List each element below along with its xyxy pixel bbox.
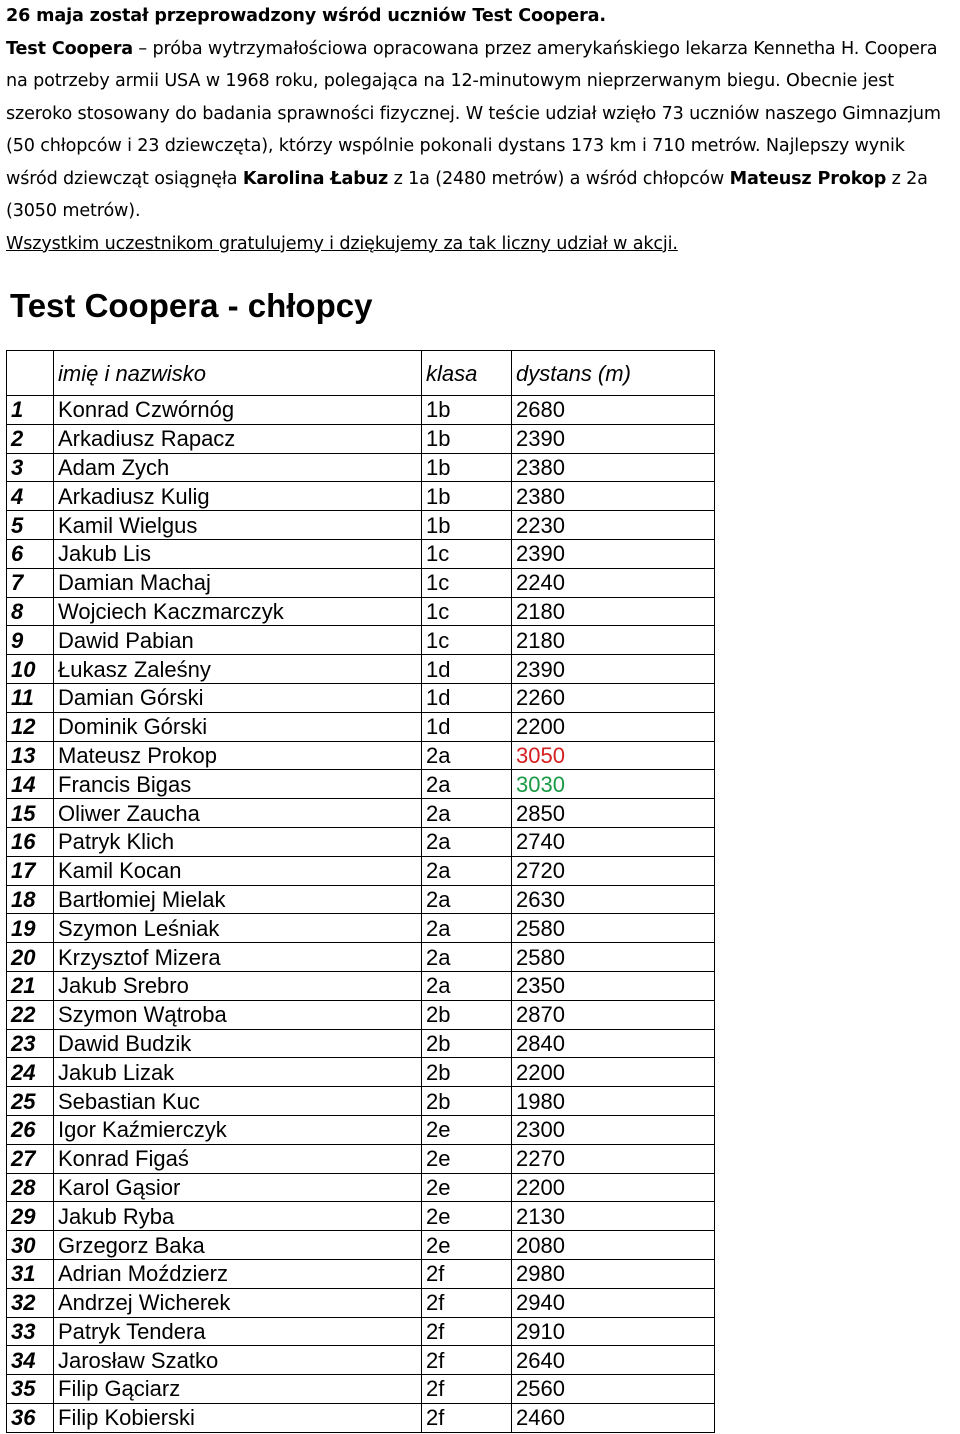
row-number: 12: [7, 712, 54, 741]
row-class: 2b: [422, 1029, 512, 1058]
table-row: [7, 827, 715, 856]
table-row: [7, 1375, 715, 1404]
row-class: 1d: [422, 655, 512, 684]
table-row: [7, 626, 715, 655]
row-class: 2b: [422, 1058, 512, 1087]
row-distance: 2200: [512, 1173, 715, 1202]
row-class: 1b: [422, 396, 512, 425]
row-distance: 2640: [512, 1346, 715, 1375]
row-name: Jakub Lis: [54, 539, 422, 568]
row-number: 11: [7, 683, 54, 712]
row-number: 19: [7, 914, 54, 943]
best-girl-name: Karolina Łabuz: [242, 168, 389, 189]
row-name: Jakub Ryba: [54, 1202, 422, 1231]
row-number: 27: [7, 1144, 54, 1173]
table-row: [7, 1317, 715, 1346]
row-number: 3: [7, 453, 54, 482]
table-row: [7, 799, 715, 828]
table-header-row: [7, 351, 715, 396]
table-row: [7, 1173, 715, 1202]
row-number: 31: [7, 1259, 54, 1288]
row-number: 21: [7, 971, 54, 1000]
table-row: [7, 482, 715, 511]
table-row: [7, 683, 715, 712]
row-class: 1c: [422, 626, 512, 655]
best-boy-name: Mateusz Prokop: [729, 168, 887, 189]
row-class: 2b: [422, 1087, 512, 1116]
table-row: [7, 1115, 715, 1144]
row-number: 14: [7, 770, 54, 799]
row-distance: 2390: [512, 539, 715, 568]
table-row: [7, 741, 715, 770]
row-distance: 2560: [512, 1375, 715, 1404]
table-row: [7, 1202, 715, 1231]
row-class: 1c: [422, 568, 512, 597]
table-row: [7, 1231, 715, 1260]
table-row: [7, 712, 715, 741]
row-number: 23: [7, 1029, 54, 1058]
row-number: 32: [7, 1288, 54, 1317]
row-name: Krzysztof Mizera: [54, 943, 422, 972]
row-distance: 2850: [512, 799, 715, 828]
row-name: Filip Gąciarz: [54, 1375, 422, 1404]
table-row: [7, 885, 715, 914]
table-row: [7, 1288, 715, 1317]
row-number: 18: [7, 885, 54, 914]
row-number: 33: [7, 1317, 54, 1346]
row-name: Oliwer Zaucha: [54, 799, 422, 828]
row-number: 8: [7, 597, 54, 626]
row-name: Adrian Moździerz: [54, 1259, 422, 1288]
intro-lead-bold: Test Coopera: [6, 38, 133, 59]
row-distance: 2580: [512, 943, 715, 972]
row-class: 1b: [422, 482, 512, 511]
results-body: [7, 396, 715, 1433]
row-number: 17: [7, 856, 54, 885]
row-distance: 2870: [512, 1000, 715, 1029]
row-class: 2a: [422, 943, 512, 972]
row-number: 28: [7, 1173, 54, 1202]
row-distance: 2180: [512, 626, 715, 655]
row-name: Bartłomiej Mielak: [54, 885, 422, 914]
row-class: 2f: [422, 1375, 512, 1404]
table-row: [7, 914, 715, 943]
row-name: Igor Kaźmierczyk: [54, 1115, 422, 1144]
row-distance: 2720: [512, 856, 715, 885]
row-distance: 2380: [512, 482, 715, 511]
row-name: Patryk Tendera: [54, 1317, 422, 1346]
row-distance: 2300: [512, 1115, 715, 1144]
table-row: [7, 1029, 715, 1058]
header-dystans: dystans (m): [512, 351, 715, 396]
row-class: 2f: [422, 1317, 512, 1346]
row-class: 2a: [422, 914, 512, 943]
row-class: 2f: [422, 1288, 512, 1317]
row-class: 2a: [422, 770, 512, 799]
row-number: 26: [7, 1115, 54, 1144]
results-table: [6, 350, 715, 1433]
best-girl-detail: z 1a (2480 metrów) a wśród chłopców: [388, 168, 730, 189]
row-distance: 2460: [512, 1403, 715, 1432]
row-distance: 3050: [512, 741, 715, 770]
table-row: [7, 1403, 715, 1432]
intro-stats: W teście udział wzięło 73 uczniów naszego Gimnazjum (50 chłopców i 23 dziewczęta), którzy wspólnie pokonali dystans 173 km i 710 metrów. Najlepszy wynik wśród dziewcząt osiągnęła: [6, 103, 941, 189]
table-row: [7, 971, 715, 1000]
row-name: Karol Gąsior: [54, 1173, 422, 1202]
table-row: [7, 1144, 715, 1173]
header-name: imię i nazwisko: [54, 351, 422, 396]
table-row: [7, 511, 715, 540]
table-row: [7, 1000, 715, 1029]
row-distance: 2580: [512, 914, 715, 943]
row-name: Damian Górski: [54, 683, 422, 712]
row-distance: 1980: [512, 1087, 715, 1116]
row-number: 36: [7, 1403, 54, 1432]
row-distance: 2200: [512, 712, 715, 741]
row-number: 2: [7, 424, 54, 453]
header-nr: [7, 351, 54, 396]
table-row: [7, 943, 715, 972]
table-row: [7, 1087, 715, 1116]
row-class: 1c: [422, 597, 512, 626]
table-row: [7, 597, 715, 626]
row-name: Konrad Czwórnóg: [54, 396, 422, 425]
row-number: 7: [7, 568, 54, 597]
row-name: Jarosław Szatko: [54, 1346, 422, 1375]
best-boy-detail: z 2a (3050 metrów).: [6, 168, 928, 221]
row-name: Mateusz Prokop: [54, 741, 422, 770]
table-row: [7, 856, 715, 885]
row-class: 2a: [422, 885, 512, 914]
intro-title: 26 maja został przeprowadzony wśród uczniów Test Coopera.: [6, 6, 606, 26]
table-row: [7, 1346, 715, 1375]
table-row: [7, 1259, 715, 1288]
row-class: 2e: [422, 1202, 512, 1231]
row-distance: 2130: [512, 1202, 715, 1231]
row-name: Patryk Klich: [54, 827, 422, 856]
row-class: 2e: [422, 1115, 512, 1144]
row-distance: 2980: [512, 1259, 715, 1288]
row-distance: 2180: [512, 597, 715, 626]
results-heading: Test Coopera - chłopcy: [10, 287, 373, 324]
row-name: Wojciech Kaczmarczyk: [54, 597, 422, 626]
row-class: 2f: [422, 1346, 512, 1375]
table-row: [7, 770, 715, 799]
intro-section: [6, 0, 956, 260]
table-row: [7, 1058, 715, 1087]
row-distance: 2350: [512, 971, 715, 1000]
table-row: [7, 568, 715, 597]
row-distance: 2200: [512, 1058, 715, 1087]
row-number: 24: [7, 1058, 54, 1087]
row-number: 1: [7, 396, 54, 425]
row-distance: 2380: [512, 453, 715, 482]
row-distance: 2740: [512, 827, 715, 856]
row-number: 22: [7, 1000, 54, 1029]
row-distance: 2390: [512, 424, 715, 453]
table-row: [7, 453, 715, 482]
row-name: Łukasz Zaleśny: [54, 655, 422, 684]
row-name: Sebastian Kuc: [54, 1087, 422, 1116]
row-number: 20: [7, 943, 54, 972]
row-distance: 2390: [512, 655, 715, 684]
row-distance: 2080: [512, 1231, 715, 1260]
table-row: [7, 539, 715, 568]
row-name: Damian Machaj: [54, 568, 422, 597]
row-class: 1b: [422, 511, 512, 540]
row-class: 2a: [422, 827, 512, 856]
row-number: 16: [7, 827, 54, 856]
row-class: 2e: [422, 1144, 512, 1173]
table-row: [7, 396, 715, 425]
table-row: [7, 655, 715, 684]
row-name: Konrad Figaś: [54, 1144, 422, 1173]
row-class: 2e: [422, 1173, 512, 1202]
row-class: 2a: [422, 971, 512, 1000]
intro-paragraph: [6, 33, 956, 228]
row-number: 10: [7, 655, 54, 684]
row-class: 2a: [422, 799, 512, 828]
row-class: 2e: [422, 1231, 512, 1260]
row-distance: 2840: [512, 1029, 715, 1058]
row-name: Jakub Lizak: [54, 1058, 422, 1087]
row-name: Adam Zych: [54, 453, 422, 482]
row-name: Dawid Budzik: [54, 1029, 422, 1058]
row-name: Szymon Wątroba: [54, 1000, 422, 1029]
row-name: Szymon Leśniak: [54, 914, 422, 943]
row-number: 34: [7, 1346, 54, 1375]
row-class: 1d: [422, 712, 512, 741]
header-klasa: klasa: [422, 351, 512, 396]
row-name: Arkadiusz Rapacz: [54, 424, 422, 453]
row-name: Francis Bigas: [54, 770, 422, 799]
row-number: 4: [7, 482, 54, 511]
row-distance: 2240: [512, 568, 715, 597]
row-number: 25: [7, 1087, 54, 1116]
row-class: 1b: [422, 424, 512, 453]
row-distance: 2260: [512, 683, 715, 712]
row-class: 1b: [422, 453, 512, 482]
row-name: Filip Kobierski: [54, 1403, 422, 1432]
row-name: Arkadiusz Kulig: [54, 482, 422, 511]
row-distance: 3030: [512, 770, 715, 799]
intro-description: – próba wytrzymałościowa opracowana przez amerykańskiego lekarza Kennetha H. Coopera na potrzeby armii USA w 1968 roku, polegająca na 12-minutowym nieprzerwanym biegu. Obecnie jest szeroko stosowany do badania sprawności fizycznej.: [6, 38, 938, 124]
row-name: Dawid Pabian: [54, 626, 422, 655]
row-number: 15: [7, 799, 54, 828]
row-name: Kamil Wielgus: [54, 511, 422, 540]
row-class: 2a: [422, 741, 512, 770]
row-class: 1c: [422, 539, 512, 568]
row-class: 2f: [422, 1259, 512, 1288]
row-number: 13: [7, 741, 54, 770]
row-number: 35: [7, 1375, 54, 1404]
row-name: Jakub Srebro: [54, 971, 422, 1000]
row-number: 9: [7, 626, 54, 655]
row-name: Dominik Górski: [54, 712, 422, 741]
row-distance: 2270: [512, 1144, 715, 1173]
row-class: 1d: [422, 683, 512, 712]
row-distance: 2230: [512, 511, 715, 540]
row-distance: 2680: [512, 396, 715, 425]
row-name: Kamil Kocan: [54, 856, 422, 885]
row-distance: 2940: [512, 1288, 715, 1317]
row-number: 6: [7, 539, 54, 568]
row-class: 2f: [422, 1403, 512, 1432]
row-class: 2a: [422, 856, 512, 885]
row-distance: 2910: [512, 1317, 715, 1346]
row-distance: 2630: [512, 885, 715, 914]
table-row: [7, 424, 715, 453]
row-number: 29: [7, 1202, 54, 1231]
row-name: Andrzej Wicherek: [54, 1288, 422, 1317]
row-number: 30: [7, 1231, 54, 1260]
intro-closing: Wszystkim uczestnikom gratulujemy i dziękujemy za tak liczny udział w akcji.: [6, 233, 678, 254]
row-number: 5: [7, 511, 54, 540]
row-class: 2b: [422, 1000, 512, 1029]
row-name: Grzegorz Baka: [54, 1231, 422, 1260]
